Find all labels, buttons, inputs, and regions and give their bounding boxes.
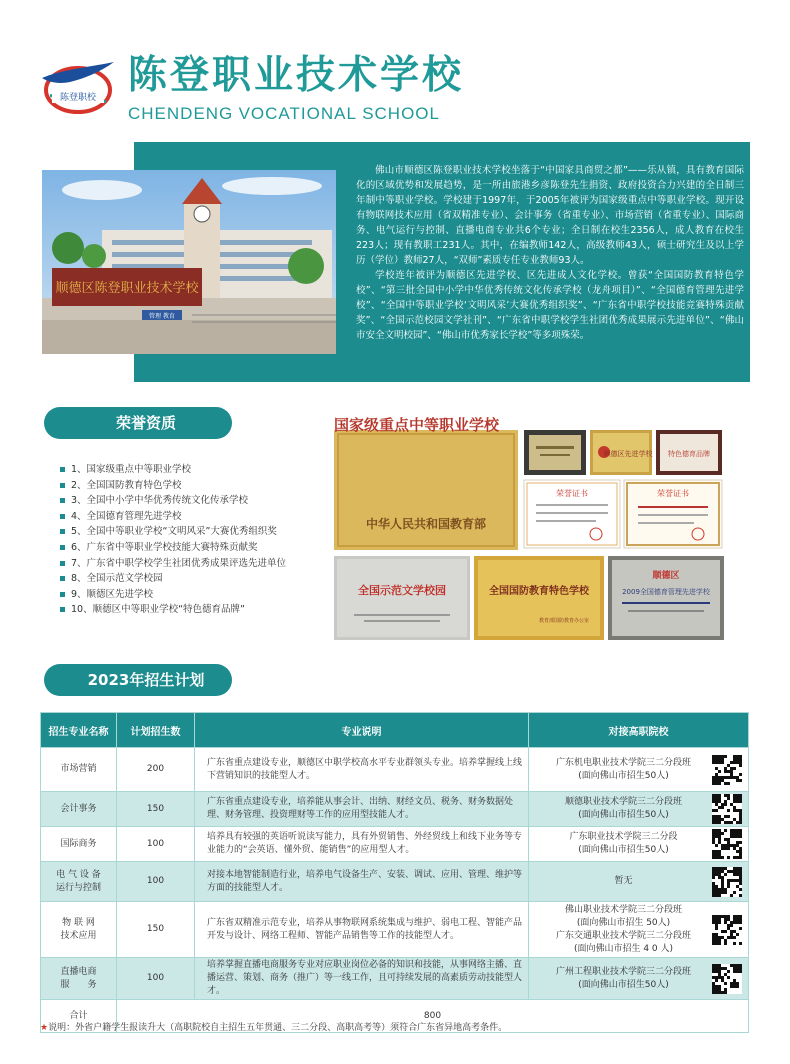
- major-name: 国际商务: [41, 827, 117, 862]
- partner-college-line: 广东机电职业技术学院三二分段班: [555, 757, 691, 768]
- intro-paragraph: 佛山市顺德区陈登职业技术学校坐落于“中国家具商贸之都”——乐从镇，具有教育国际化的区域优势和发展趋势，是一所由旅港乡彦陈登先生捐资、政府投资合力兴建的全日制三年制中等职业学校。学校建于1997年，于2005年被评为国家级重点中等职业学校。现开设有物联网技术应用（省双精准专业）、会计事务（省重专业）、市场营销（省重专业）、国际商务、电气运行与控制、直播电商专业共6个专业；全日制在校生2356人，成人教育在校生223人；现有教职工231人。其中，在编教师142人，高级教师43人，硕士研究生及以上学历（学位）教师27人，“双师”素质专任专业教师93人。: [356, 165, 744, 266]
- column-header: 计划招生数: [117, 713, 195, 748]
- major-description: 广东省重点建设专业，顺德区中职学校高水平专业群领头专业。培养掌握线上线下营销知识的技能型人才。: [195, 748, 529, 792]
- major-name-line: 运行与控制: [55, 882, 101, 893]
- table-row: [41, 827, 749, 862]
- bullet-square-icon: [60, 498, 65, 503]
- major-name: [41, 902, 117, 958]
- total-label: 合计: [41, 1000, 117, 1033]
- partner-college: [529, 958, 749, 1000]
- total-value: 800: [117, 1000, 749, 1033]
- table-row: [41, 902, 749, 958]
- plan-heading: [60, 664, 232, 696]
- honor-item-text: 3、全国中小学中华优秀传统文化传承学校: [71, 495, 249, 507]
- plan-count: 100: [117, 862, 195, 902]
- honor-item-text: 10、顺德区中等职业学校“特色德育品牌”: [71, 604, 245, 616]
- bullet-square-icon: [60, 607, 65, 612]
- school-name-en-word: CHENDENG: [128, 104, 234, 123]
- logo-text: 陈登职校: [59, 93, 97, 103]
- column-header: 对接高职院校: [529, 713, 749, 748]
- qr-code-icon[interactable]: [712, 964, 742, 994]
- plan-count: 200: [117, 748, 195, 792]
- honor-item-text: 6、广东省中等职业学校技能大赛特殊贡献奖: [71, 541, 258, 553]
- qr-code-icon[interactable]: [712, 755, 742, 785]
- honors-list: [60, 462, 330, 618]
- footnote-text: 说明：外省户籍学生报读升大（高职院校自主招生五年贯通、三二分段、高职高考等）须符合广东省异地高考条件。: [48, 1023, 508, 1033]
- school-name-cn: 陈登职业技术学校: [128, 53, 465, 98]
- partner-college-line: (面向佛山市招生50人): [578, 979, 669, 990]
- enrollment-table: [40, 712, 749, 1033]
- major-name: [41, 862, 117, 902]
- major-name-line: 直播电商: [60, 966, 97, 977]
- plaque-defense-text: 全国国防教育特色学校: [489, 586, 589, 597]
- plaque-defense-sub: 教育部国防教育办公室: [538, 618, 590, 624]
- honor-item-text: 7、广东省中职学校学生社团优秀成果评选先进单位: [71, 557, 287, 569]
- plaque-literature-campus: [334, 556, 470, 640]
- photo-gate-text: 管理 教育: [149, 313, 175, 320]
- bullet-square-icon: [60, 483, 65, 488]
- honors-heading: [60, 407, 232, 439]
- honor-item: [60, 540, 330, 556]
- table-row: [41, 748, 749, 792]
- photo-sign-text: 顺德区陈登职业技术学校: [55, 281, 199, 296]
- bullet-square-icon: [60, 545, 65, 550]
- bullet-square-icon: [60, 467, 65, 472]
- plan-count: 100: [117, 958, 195, 1000]
- partner-college-line: 广东职业技术学院三二分段: [569, 832, 678, 842]
- major-name-line: 电 气 设 备: [56, 869, 101, 880]
- honor-item: [60, 571, 330, 587]
- plaque-defense-education: [474, 556, 604, 640]
- plan-count: 150: [117, 902, 195, 958]
- table-row: [41, 958, 749, 1000]
- plaque-small-3: [656, 430, 722, 475]
- qr-code-icon[interactable]: [712, 915, 742, 945]
- honor-item: [60, 556, 330, 572]
- school-name-en-word: VOCATIONAL: [238, 104, 357, 123]
- major-description: 培养具有较强的英语听说读写能力，具有外贸销售、外经贸线上和线下业务等专业能力的“会英语、懂外贸、能销售”的应用型人才。: [195, 827, 529, 862]
- honor-item-text: 1、国家级重点中等职业学校: [71, 464, 192, 475]
- honor-item: [60, 587, 330, 603]
- honor-item: [60, 493, 330, 509]
- plaque-moral-main: 2009全国德育管理先进学校: [622, 588, 710, 596]
- honors-heading-label: 荣誉资质: [115, 414, 176, 432]
- partner-college-line: 广州工程职业技术学院三二分段班: [555, 966, 691, 977]
- partner-college: [529, 748, 749, 792]
- honor-item: [60, 462, 330, 478]
- school-photo: [42, 170, 336, 354]
- honor-item: [60, 524, 330, 540]
- plaque-moral-management: [608, 556, 724, 640]
- plaque-literature-text: 全国示范文学校园: [358, 584, 446, 597]
- bullet-square-icon: [60, 514, 65, 519]
- partner-college-line: 广东交通职业技术学院三二分段班: [555, 930, 691, 941]
- table-header-row: [41, 713, 749, 748]
- major-description: 培养掌握直播电商服务专业对应职业岗位必备的知识和技能，从事网络主播、直播运营、策划、商务（推广）等一线工作，且可持续发展的高素质劳动技能型人才。: [195, 958, 529, 1000]
- qr-code-icon[interactable]: [712, 794, 742, 824]
- star-icon: ★: [40, 1023, 49, 1033]
- plan-count: 100: [117, 827, 195, 862]
- column-header: 专业说明: [195, 713, 529, 748]
- plaque-small-1: [524, 430, 586, 475]
- major-description: 广东省双精准示范专业，培养从事物联网系统集成与维护、弱电工程、智能产品开发与设计、网络工程师、智能产品销售等工作的技能型人才。: [195, 902, 529, 958]
- footnote: [40, 1020, 507, 1033]
- partner-college-line: (面向佛山市招生50人): [578, 770, 669, 781]
- qr-code-icon[interactable]: [712, 829, 742, 859]
- plaque-small-2: [590, 430, 652, 475]
- school-name-en-word: SCHOOL: [362, 104, 440, 123]
- intro-paragraph: 学校连年被评为顺德区先进学校、区先进成人文化学校。曾获“全国国防教育特色学校”、“第三批全国中小学中华优秀传统文化传承学校（龙舟项目）”、“全国德育管理先进学校”、“全国中等职业学校‘文明风采’大赛优秀组织奖”、“广东省中职学校技能竞赛特殊贡献奖”、“全国示范校园文学社刊”、“广东省中职学校学生社团优秀成果展示先进单位”、“佛山市安全文明校园”、“佛山市优秀家长学校”等多项殊荣。: [356, 270, 744, 341]
- major-name-line: 技术应用: [60, 930, 97, 941]
- qr-code-icon[interactable]: [712, 867, 742, 897]
- honor-item: [60, 509, 330, 525]
- intro-text: [356, 163, 744, 343]
- plaque-small-2-text: 顺德区先进学校: [603, 450, 653, 458]
- plaque-text: 国家级重点中等职业学校: [334, 416, 500, 434]
- partner-college-line: (面向佛山市招生50人): [578, 810, 669, 820]
- certificate-b-title: 荣誉证书: [657, 489, 689, 498]
- table-row: [41, 862, 749, 902]
- major-name-line: 物 联 网: [62, 917, 95, 928]
- honor-item: [60, 602, 330, 618]
- honor-item-text: 8、全国示范文学校园: [71, 573, 163, 585]
- partner-college-line: (面向佛山市招生 50人): [576, 917, 671, 928]
- certificate-b: [624, 480, 722, 548]
- partner-college-line: 暂无: [614, 876, 633, 886]
- column-header: 招生专业名称: [41, 713, 117, 748]
- plan-count: 150: [117, 792, 195, 827]
- honor-item-text: 9、顺德区先进学校: [71, 588, 154, 600]
- major-description: 对接本地智能制造行业，培养电气设备生产、安装、调试、应用、管理、维护等方面的技能型人才。: [195, 862, 529, 902]
- plaque-moral-top: 顺德区: [652, 571, 680, 581]
- partner-college-line: 顺德职业技术学院三二分段班: [564, 797, 682, 807]
- school-name-en: [128, 104, 440, 124]
- plaque-small-3-text: 特色德育品牌: [668, 450, 710, 458]
- major-name: 市场营销: [41, 748, 117, 792]
- certificate-a-title: 荣誉证书: [556, 489, 588, 498]
- bullet-square-icon: [60, 529, 65, 534]
- bullet-square-icon: [60, 592, 65, 597]
- table-row: [41, 792, 749, 827]
- major-description: 广东省重点建设专业，培养能从事会计、出纳、财经文员、税务、财务数据处理、财务管理、投资理财等工作的应用型技能人才。: [195, 792, 529, 827]
- plaque-issuer: 中华人民共和国教育部: [365, 517, 487, 531]
- major-name-line: 服 务: [60, 979, 97, 990]
- plan-heading-label: 2023年招生计划: [87, 671, 205, 689]
- honor-item-text: 5、全国中等职业学校“文明风采”大赛优秀组织奖: [71, 526, 277, 538]
- partner-college: [529, 792, 749, 827]
- bullet-square-icon: [60, 561, 65, 566]
- partner-college: [529, 827, 749, 862]
- honor-item: [60, 478, 330, 494]
- plaque-national-key-school: [334, 416, 518, 550]
- partner-college: [529, 862, 749, 902]
- honor-item-text: 2、全国国防教育特色学校: [71, 479, 182, 491]
- school-logo: [40, 56, 120, 114]
- certificate-a: [524, 480, 620, 548]
- partner-college-line: 佛山职业技术学院三二分段班: [564, 904, 682, 915]
- major-name: [41, 958, 117, 1000]
- partner-college-line: (面向佛山市招生50人): [578, 845, 669, 855]
- partner-college: [529, 902, 749, 958]
- honor-item-text: 4、全国德育管理先进学校: [71, 510, 182, 522]
- major-name: 会计事务: [41, 792, 117, 827]
- partner-college-line: (面向佛山市招生 4 0 人): [573, 943, 674, 954]
- bullet-square-icon: [60, 576, 65, 581]
